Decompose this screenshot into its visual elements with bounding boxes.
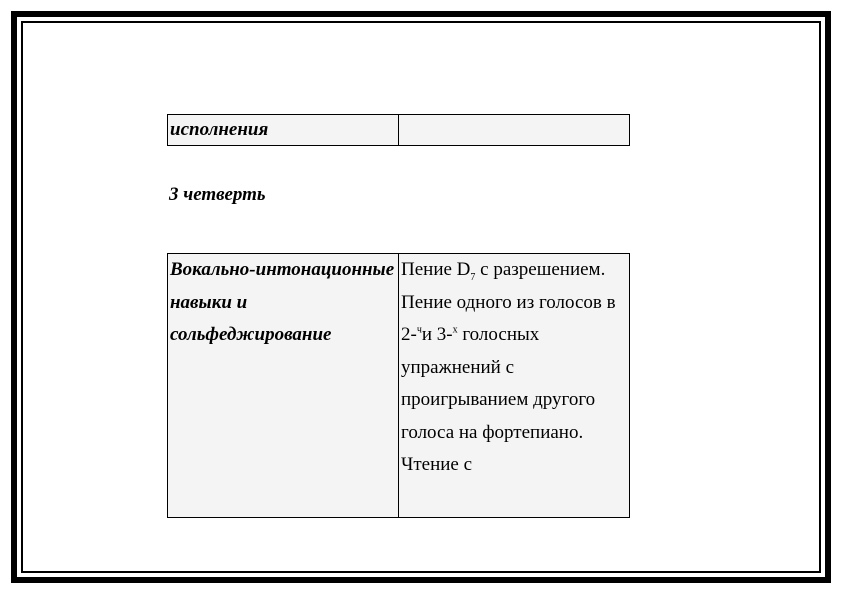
- table-row: [168, 115, 630, 146]
- cell-execution: исполнения: [168, 115, 399, 146]
- table-row: [168, 254, 630, 518]
- table-top: [167, 114, 630, 146]
- desc-text-1: Пение D: [401, 259, 471, 280]
- cell-skill-category: Вокально-интонационные навыки и сольфеджирование: [168, 254, 399, 518]
- desc-sub-7: 7: [470, 271, 476, 283]
- cell-skill-description: [399, 254, 630, 518]
- desc-sup-kh: х: [452, 324, 458, 336]
- desc-text-2: с разрешением. Пение одного из голосов в 2-: [401, 259, 616, 345]
- cell-empty: [399, 115, 630, 146]
- desc-sup-ch: ч: [416, 324, 422, 336]
- table-main: [167, 253, 630, 518]
- desc-text-4: голосных упражнений с проигрыванием другого голоса на фортепиано. Чтение с: [401, 324, 596, 475]
- desc-text-3: и 3-: [421, 324, 453, 345]
- section-heading: 3 четверть: [169, 184, 266, 205]
